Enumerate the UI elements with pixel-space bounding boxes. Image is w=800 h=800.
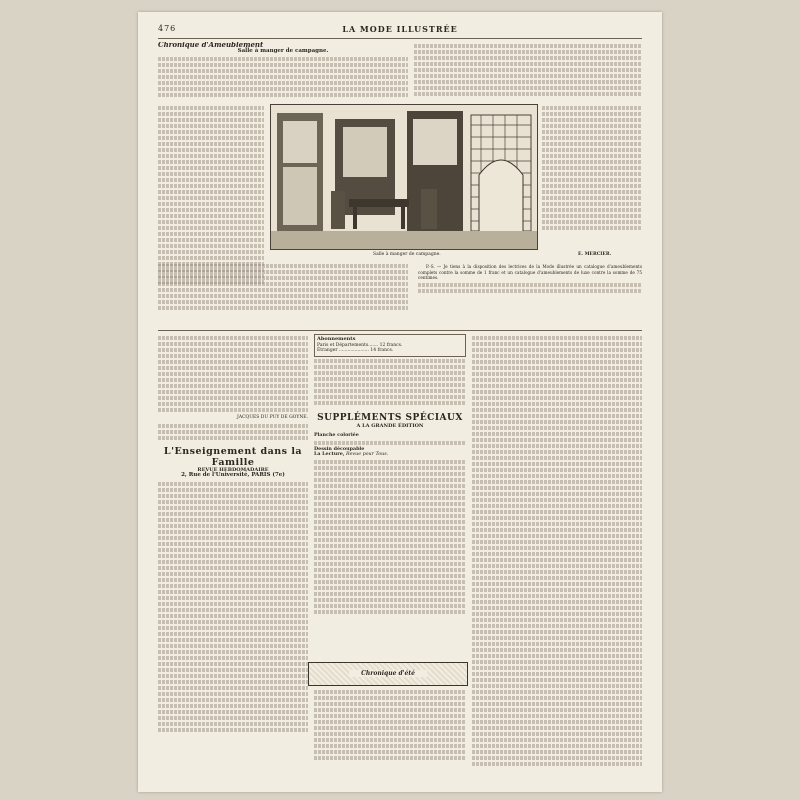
- supplements-title: SUPPLÉMENTS SPÉCIAUX: [317, 412, 463, 423]
- left-column: [158, 334, 308, 784]
- chronique-signature: E. MERCIER.: [578, 252, 612, 257]
- ps-text: P.-S. — Je tiens à la disposition des lectrices de la Mode illustrée un catalogue d'ameublements complets contre la somme de 1 franc et un catalogue d'ameublements de luxe contre la somme de 75 centimes.: [418, 264, 642, 280]
- page-header: [158, 24, 642, 38]
- supplements-subtitle: A LA GRANDE ÉDITION: [356, 422, 424, 429]
- enseignement-title: L'Enseignement dans la Famille: [163, 445, 303, 468]
- lecture-label: La Lecture,: [314, 451, 345, 457]
- chronique-ete-text: [314, 688, 466, 784]
- chronique-bottom-left: [158, 262, 408, 318]
- abonnements-paris: Paris et Départements....... 12 francs.: [317, 342, 403, 348]
- engraving-caption: Salle à manger de campagne.: [373, 252, 441, 257]
- lecture-note: Revue pour Tous.: [345, 452, 389, 457]
- engraving-illustration: [271, 105, 537, 249]
- chronique-ete-title: Chronique d'été: [349, 670, 427, 677]
- chronique-ps: [418, 264, 642, 304]
- page-number: 476: [158, 24, 177, 33]
- planche-label: Planche coloriée: [314, 432, 359, 438]
- magazine-page: [138, 12, 662, 792]
- abonnements-etranger: Étranger ..................... 14 francs.: [317, 348, 394, 353]
- enseignement-subtitle: REVUE HEBDOMADAIRE: [197, 466, 269, 473]
- dessin-label: Dessin découpable: [314, 445, 365, 452]
- chronique-ete-ornament: [308, 662, 468, 686]
- chronique-right-top: [414, 42, 642, 102]
- chronique-right-col: [542, 104, 642, 248]
- chronique-intro: [158, 42, 408, 102]
- abonnements-label: Abonnements: [317, 336, 356, 342]
- left-signature: JACQUES DU PUY DE GOYNE.: [237, 415, 308, 420]
- right-column: [472, 334, 642, 784]
- journal-title: LA MODE ILLUSTRÉE: [342, 24, 458, 34]
- chronique-subheading: Salle à manger de campagne.: [237, 47, 329, 54]
- header-rule: [158, 38, 642, 39]
- dining-room-engraving: [270, 104, 538, 250]
- enseignement-address: 2, Rue de l'Université, PARIS (7e): [181, 472, 285, 478]
- chronique-heading: Chronique d'Ameublement: [158, 42, 264, 49]
- section-rule: [158, 330, 642, 331]
- middle-column: [314, 334, 466, 658]
- abonnements-box: [314, 334, 466, 357]
